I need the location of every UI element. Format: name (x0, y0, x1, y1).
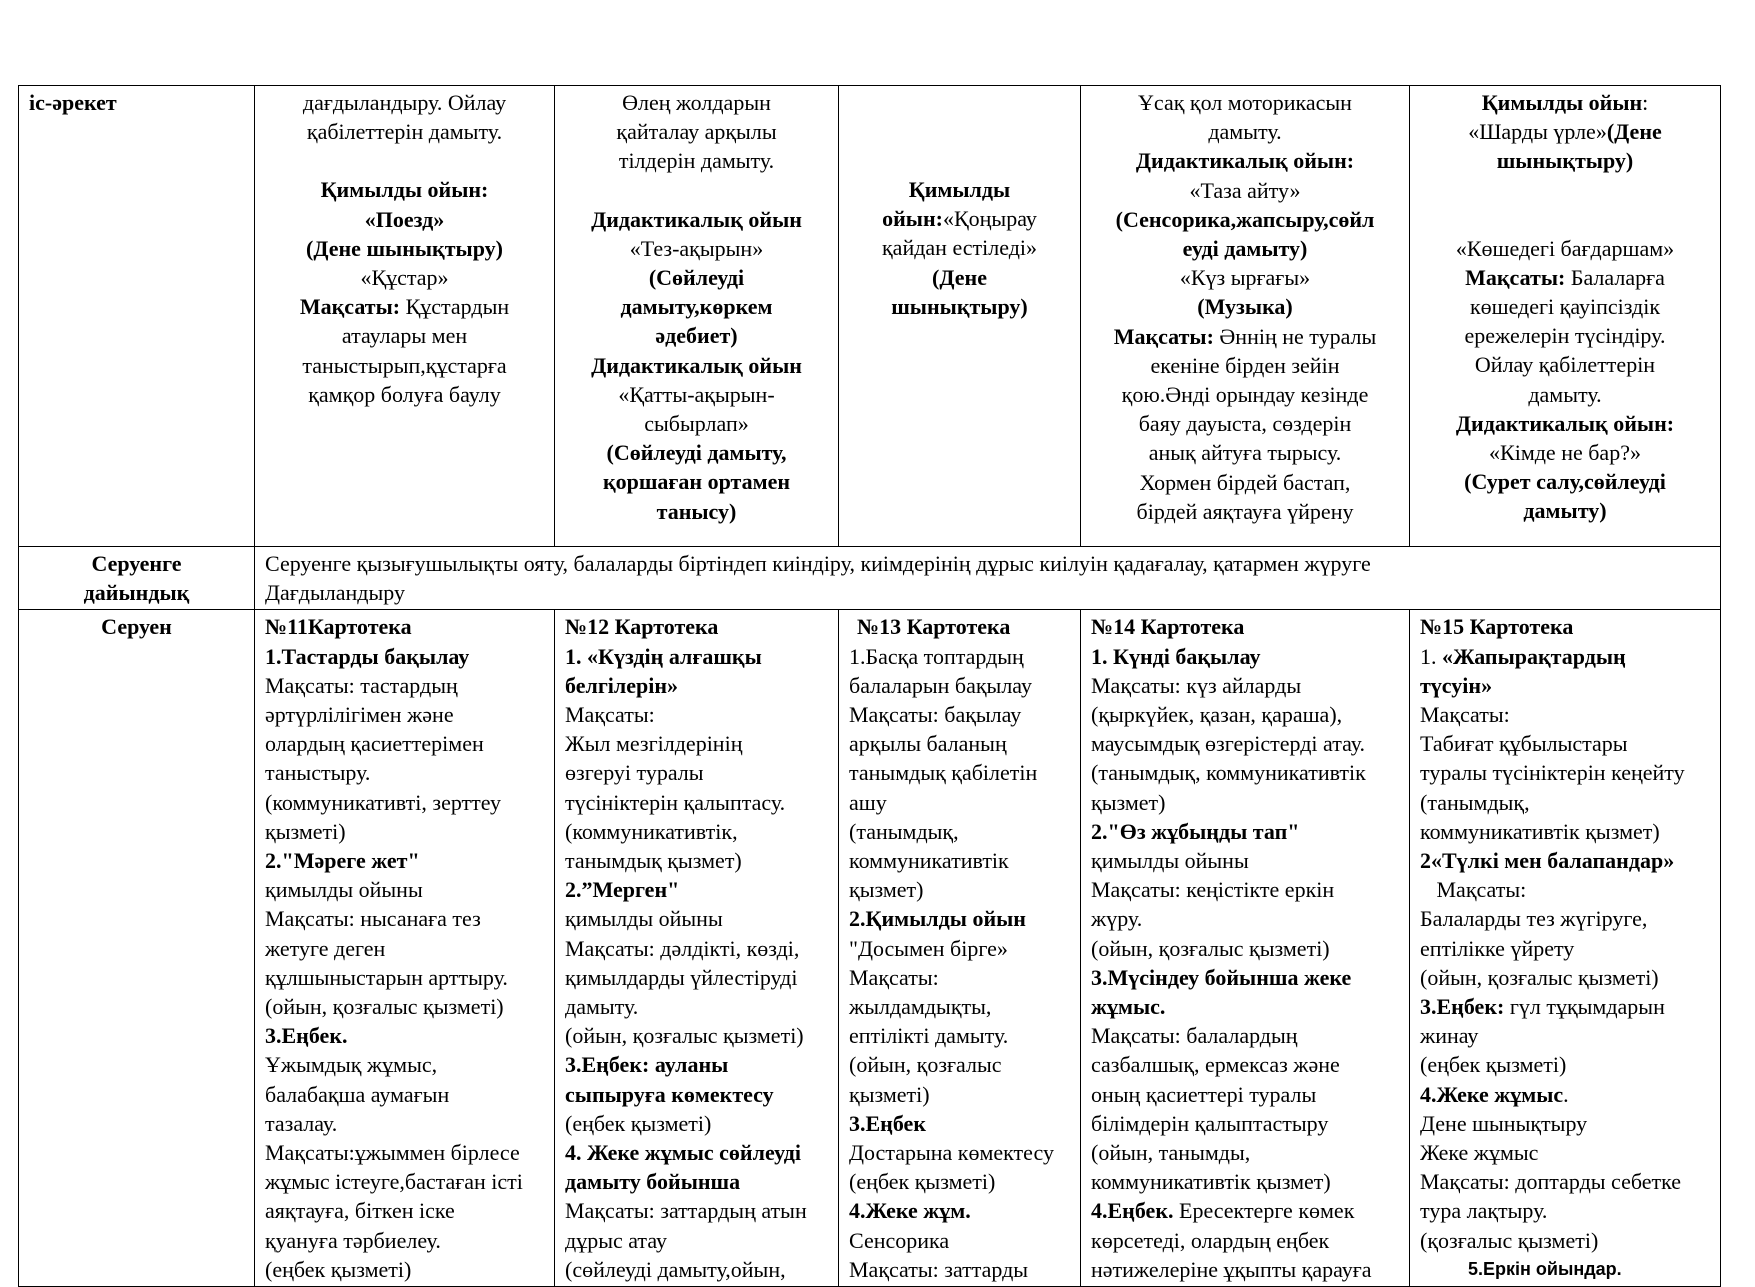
text-line: (коммуникативтік, (565, 818, 738, 844)
text-line: коммуникативтік қызмет) (1091, 1169, 1331, 1195)
text-line: бірдей аяқтауға үйрену (1136, 498, 1354, 524)
item-heading: 4. Жеке жұмыс сөйлеуді (565, 1140, 802, 1166)
item-heading: дамыту бойынша (565, 1169, 741, 1195)
item-heading: 4.Еңбек. Ересектерге көмек (1091, 1198, 1355, 1224)
text-line: коммуникативтік қызмет) (1420, 818, 1660, 844)
game-name: «Поезд» (364, 206, 445, 232)
subject-tag: дамыту) (1523, 498, 1607, 524)
daily-plan-table (18, 85, 1721, 1287)
text-line: таныстырып,құстарға (302, 352, 507, 378)
text-line: Ойлау қабілеттерін (1474, 352, 1656, 378)
item-heading: 4.Жеке жұмыс. (1420, 1081, 1569, 1107)
text-line: қимылды ойыны (1091, 848, 1249, 874)
text-line: дағдыландыру. Ойлау (302, 90, 507, 115)
card-title: №11Картотека (265, 614, 412, 640)
text-line: Мақсаты:ұжыммен бірлесе (265, 1140, 520, 1166)
game-name: «Қатты-ақырын- (618, 381, 775, 407)
subject-tag: әдебиет) (655, 323, 738, 349)
text-line: тілдерін дамыту. (618, 148, 775, 174)
text-line: балаларын бақылау (849, 672, 1032, 698)
activity-cell-1 (255, 86, 555, 547)
text-line: Мақсаты: заттарды (849, 1256, 1029, 1282)
walk-prep-row (19, 547, 1721, 610)
text-line: (ойын, қозғалыс (849, 1052, 1002, 1078)
text-line: әртүрлілігімен және (265, 702, 454, 728)
text-line: Мақсаты: тастардың (265, 672, 458, 698)
walk-cell-4 (1081, 610, 1410, 1287)
text-line: (танымдық, (849, 818, 959, 844)
game-title: Қимылды (908, 177, 1011, 202)
item-heading: 2.”Мерген" (565, 877, 680, 903)
activity-cell-4 (1081, 86, 1410, 547)
item-heading: 3.Еңбек: ауланы (565, 1052, 729, 1078)
text-line: балабақша аумағын (265, 1081, 450, 1107)
text-line: өзгеруі туралы (565, 760, 704, 786)
game-title: Дидактикалық ойын (591, 206, 802, 232)
activity-label: іс-әрекет (19, 86, 255, 547)
text-line: жүру. (1091, 906, 1143, 932)
text-line: көрсетеді, олардың еңбек (1091, 1227, 1330, 1253)
subject-tag: (Сенсорика,жапсыру,сөйл (1115, 206, 1375, 232)
item-heading: 3.Еңбек: гүл тұқымдарын (1420, 994, 1665, 1020)
text-line: коммуникативтік (849, 848, 1009, 874)
subject-tag: шынықтыру) (1496, 148, 1634, 174)
text-line: тазалау. (265, 1110, 338, 1136)
text-line: білімдерін қалыптастыру (1091, 1110, 1329, 1136)
text-line: қызмет) (849, 877, 924, 903)
text-line: Мақсаты: күз айларды (1091, 672, 1302, 698)
text-line: ашу (849, 789, 887, 815)
label-line: Серуенге (91, 551, 182, 576)
text-line: екеніне бірден зейін (1150, 352, 1340, 378)
game-name: «Құстар» (360, 265, 449, 291)
item-heading: 1.Тастарды бақылау (265, 643, 470, 669)
game-name: «Кімде не бар?» (1489, 440, 1641, 466)
item-heading: 4.Жеке жұм. (849, 1198, 971, 1224)
subject-tag: қоршаған ортамен (602, 469, 791, 495)
game-name: ойын:«Қоңырау (882, 206, 1037, 232)
walk-row (19, 610, 1721, 1287)
text-line: (танымдық, коммуникативтік (1091, 760, 1366, 786)
game-title: Дидактикалық ойын: (1455, 410, 1675, 436)
game-title: Дидактикалық ойын: (1135, 148, 1355, 174)
text-line: баяу дауыста, сөздерін (1138, 411, 1352, 437)
item-heading: 3.Еңбек. (265, 1023, 348, 1049)
text-line: Ұжымдық жұмыс, (265, 1052, 438, 1078)
text-line: түсініктерін қалыптасу. (565, 789, 786, 815)
spacer (265, 146, 544, 175)
walk-cell-2 (555, 610, 839, 1287)
text-line: Дене шынықтыру (1420, 1110, 1588, 1136)
walk-label: Серуен (19, 610, 255, 1287)
text-line: Балаларды тез жүгіруге, (1420, 906, 1648, 932)
subject-tag: танысу) (656, 498, 737, 524)
text-line: аяқтауға, біткен іске (265, 1198, 455, 1224)
text-line: қуануға тәрбиелеу. (265, 1227, 441, 1253)
text-line: атаулары мен (341, 323, 468, 349)
text-line: (қозғалыс қызметі) (1420, 1227, 1599, 1253)
text-line: олардың қасиеттерімен (265, 731, 484, 757)
card-title: №13 Картотека (857, 614, 1011, 640)
subject-tag: (Дене (932, 264, 987, 290)
text-line: Серуенге қызығушылықты ояту, балаларды біртіндеп киіндіру, киімдерінің дұрыс киілуін қадағалау, қатармен жүруге (265, 551, 1371, 576)
item-heading: 2«Түлкі мен балапандар» (1420, 848, 1675, 874)
text-line: Жеке жұмыс (1420, 1140, 1539, 1166)
spacer (1420, 176, 1710, 234)
text-line: қимылды ойыны (265, 877, 423, 903)
text-line: Мақсаты: доптарды себетке (1420, 1169, 1682, 1195)
game-name: қайдан естіледі» (881, 235, 1038, 261)
text-line: Достарына көмектесу (849, 1140, 1054, 1166)
walk-cell-1 (255, 610, 555, 1287)
game-name: «Көшедегі бағдаршам» (1455, 235, 1675, 261)
text-line: Мақсаты: нысанаға тез (265, 906, 481, 932)
game-title: Қимылды ойын: (1481, 90, 1649, 115)
text-line: дамыту. (1528, 381, 1602, 407)
text-line: танымдық қызмет) (565, 848, 742, 874)
subject-tag: (Дене шынықтыру) (306, 235, 503, 261)
text-line: (ойын, қозғалыс қызметі) (565, 1023, 804, 1049)
walk-prep-label (19, 547, 255, 610)
subject-tag: еуді дамыту) (1182, 236, 1308, 262)
item-heading: 1. «Күздің алғашқы (565, 643, 762, 669)
label-line: дайындық (83, 580, 190, 606)
spacer (849, 146, 1070, 175)
text-line: (ойын, қозғалыс қызметі) (1420, 964, 1659, 990)
text-line: арқылы баланың (849, 731, 1007, 757)
walk-cell-5 (1410, 610, 1721, 1287)
card-title: №14 Картотека (1091, 614, 1245, 640)
spacer (565, 176, 828, 205)
text-line: қызметі) (849, 1081, 930, 1107)
game-name: «Шарды үрле»(Дене (1468, 119, 1662, 145)
text-line: (сөйлеуді дамыту,ойын, (565, 1256, 786, 1282)
text-line: (ойын, қозғалыс қызметі) (1091, 935, 1330, 961)
text-line: қызметі) (265, 818, 346, 844)
activity-cell-2 (555, 86, 839, 547)
text-line: көшедегі қауіпсіздік (1469, 294, 1661, 320)
text-line: Мақсаты: заттардың атын (565, 1198, 807, 1224)
text-line: маусымдық өзгерістерді атау. (1091, 731, 1366, 757)
text-line: жетуге деген (265, 935, 386, 961)
game-title: Қимылды ойын: (320, 177, 489, 203)
subject-tag: (Музыка) (1197, 294, 1293, 320)
game-name: «Таза айту» (1189, 177, 1301, 203)
card-title: №12 Картотека (565, 614, 719, 640)
text-line: (еңбек қызметі) (1420, 1052, 1567, 1078)
text-line: Мақсаты: (849, 964, 939, 990)
text-line: нәтижелеріне ұқыпты қарауға (1091, 1256, 1372, 1282)
item-heading: 2."Өз жұбыңды тап" (1091, 818, 1300, 844)
text-line: (еңбек қызметі) (265, 1256, 412, 1282)
item-heading: жұмыс. (1091, 994, 1166, 1020)
text-line: ережелерін түсіндіру. (1464, 323, 1666, 349)
text-line: жылдамдықты, (849, 994, 992, 1020)
text-line: жинау (1420, 1023, 1479, 1049)
text-line: Мақсаты: балалардың (1091, 1023, 1298, 1049)
game-name: «Тез-ақырын» (629, 235, 764, 261)
text-line: оның қасиеттері туралы (1091, 1081, 1317, 1107)
walk-cell-3 (839, 610, 1081, 1287)
text-line: Хормен бірдей бастап, (1139, 469, 1351, 495)
text-line: ептілікке үйрету (1420, 935, 1575, 961)
item-heading: 2."Мәреге жет" (265, 848, 420, 874)
text-line: (коммуникативті, зерттеу (265, 789, 501, 815)
subject-tag: дамыту,көркем (620, 294, 773, 320)
text-line: дамыту. (565, 994, 639, 1020)
text-line: (ойын, қозғалыс қызметі) (265, 994, 504, 1020)
text-line: 1.Басқа топтардың (849, 643, 1024, 669)
game-name: «Күз ырғағы» (1179, 265, 1311, 291)
goal-text: Мақсаты: Әннің не туралы (1113, 323, 1377, 349)
subject-tag: (Сөйлеуді дамыту, (606, 440, 787, 466)
game-title: Дидактикалық ойын (591, 352, 802, 378)
text-line: анық айтуға тырысу. (1148, 440, 1342, 466)
text-line: қимылды ойыны (565, 906, 723, 932)
text-line: (еңбек қызметі) (849, 1169, 996, 1195)
text-line: қимылдарды үйлестіруді (565, 964, 798, 990)
walk-prep-text (255, 547, 1721, 610)
text-line: туралы түсініктерін кеңейту (1420, 760, 1685, 786)
item-heading: 1. «Жапырақтардың (1420, 643, 1626, 669)
text-line: (қыркүйек, қазан, қараша), (1091, 702, 1343, 728)
text-line: Жыл мезгілдерінің (565, 731, 743, 757)
item-heading: белгілерін» (565, 672, 679, 698)
text-line: Сенсорика (849, 1227, 950, 1253)
text-line: "Досымен бірге» (849, 935, 1008, 961)
text-line: (еңбек қызметі) (565, 1110, 712, 1136)
text-line: сазбалшық, ермексаз және (1091, 1052, 1340, 1078)
item-heading: түсуін» (1420, 672, 1493, 698)
text-line: дұрыс атау (565, 1227, 667, 1253)
text-line: танымдық қабілетін (849, 760, 1038, 786)
item-heading: 2.Қимылды ойын (849, 906, 1026, 932)
text-line: Мақсаты: (565, 702, 655, 728)
text-line: қою.Әнді орындау кезінде (1121, 382, 1369, 408)
text-line: қабілеттерін дамыту. (306, 119, 503, 145)
item-heading: сыпыруға көмектесу (565, 1081, 774, 1107)
text-line: қайталау арқылы (616, 119, 777, 145)
text-line: ептілікті дамыту. (849, 1023, 1009, 1049)
item-heading: 3.Мүсіндеу бойынша жеке (1091, 964, 1352, 990)
text-line: Мақсаты: бақылау (849, 702, 1022, 728)
item-heading: 5.Еркін ойындар. (1468, 1258, 1622, 1279)
text-line: Дағдыландыру (265, 580, 405, 606)
activity-cell-5 (1410, 86, 1721, 547)
spacer (849, 88, 1070, 146)
text-line: дамыту. (1208, 119, 1282, 145)
text-line: таныстыру. (265, 760, 371, 786)
game-name: сыбырлап» (644, 411, 749, 437)
text-line: қызмет) (1091, 789, 1166, 815)
text-line: құлшыныстарын арттыру. (265, 964, 508, 990)
text-line: (танымдық, (1420, 789, 1530, 815)
text-line: Табиғат құбылыстары (1420, 731, 1628, 757)
subject-tag: (Сурет салу,сөйлеуді (1464, 469, 1666, 495)
subject-tag: (Сөйлеуді (648, 265, 745, 291)
text-line: Өлең жолдарын (622, 90, 771, 115)
subject-tag: шынықтыру) (891, 293, 1028, 319)
activity-cell-3 (839, 86, 1081, 547)
activity-row (19, 86, 1721, 547)
text-line: Ұсақ қол моторикасын (1138, 90, 1352, 115)
text-line: Мақсаты: (1420, 702, 1510, 728)
goal-text: Мақсаты: Құстардын (299, 294, 510, 320)
text-line: Мақсаты: кеңістікте еркін (1091, 877, 1335, 903)
card-title: №15 Картотека (1420, 614, 1574, 640)
text-line: тура лақтыру. (1420, 1198, 1548, 1224)
text-line: Мақсаты: (1420, 877, 1527, 903)
goal-text: Мақсаты: Балаларға (1465, 264, 1665, 290)
text-line: жұмыс істеуге,бастаған істі (265, 1169, 523, 1195)
text-line: қамқор болуға баулу (308, 381, 501, 407)
text-line: (ойын, танымды, (1091, 1140, 1251, 1166)
item-heading: 3.Еңбек (849, 1110, 926, 1136)
text-line: Мақсаты: дәлдікті, көзді, (565, 935, 800, 961)
item-heading: 1. Күнді бақылау (1091, 643, 1261, 669)
